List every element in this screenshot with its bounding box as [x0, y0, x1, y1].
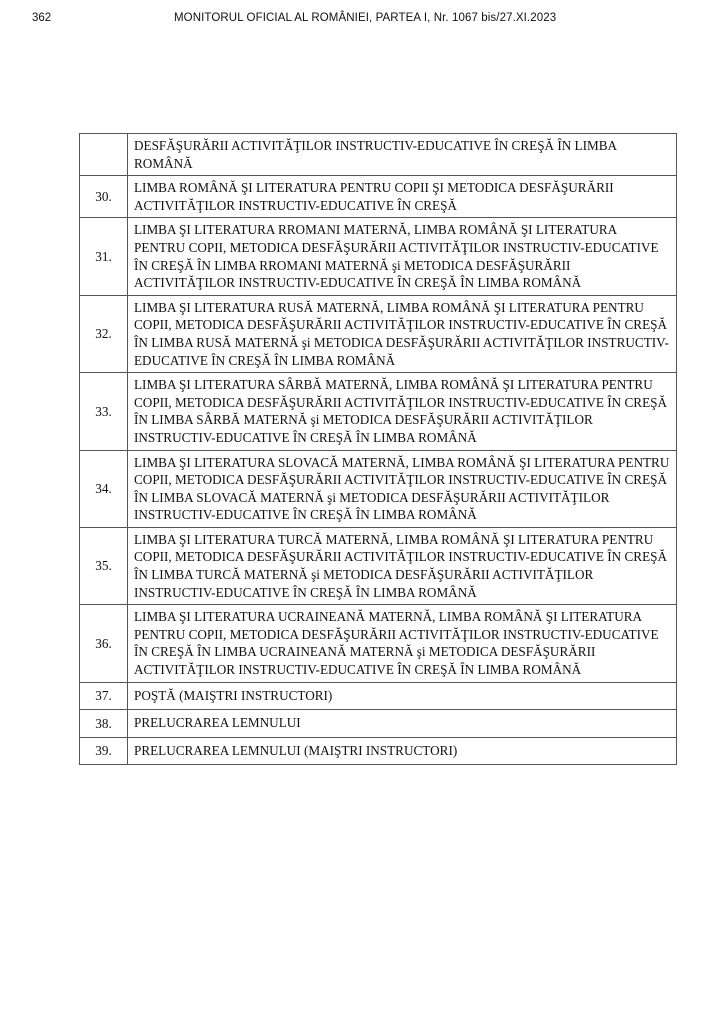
row-number: 35. — [80, 527, 128, 604]
table-row — [80, 450, 677, 527]
row-text: POŞTĂ (MAIŞTRI INSTRUCTORI) — [128, 682, 677, 710]
page-number: 362 — [32, 12, 52, 24]
table-row — [80, 527, 677, 604]
table-row — [80, 605, 677, 682]
row-number: 36. — [80, 605, 128, 682]
row-text: LIMBA ŞI LITERATURA SÂRBĂ MATERNĂ, LIMBA ROMÂNĂ ŞI LITERATURA PENTRU COPII, METODICA DESFĂŞURĂRII ACTIVITĂŢILOR INSTRUCTIV-EDUCATIVE ÎN CREŞĂ ÎN LIMBA SÂRBĂ MATERNĂ şi METODICA DESFĂŞURĂRII ACTIVITĂŢILOR INSTRUCTIV-EDUCATIVE ÎN CREŞĂ ÎN LIMBA ROMÂNĂ — [128, 373, 677, 450]
table-row — [80, 134, 677, 176]
specialization-table — [79, 133, 677, 765]
row-text: LIMBA ŞI LITERATURA TURCĂ MATERNĂ, LIMBA ROMÂNĂ ŞI LITERATURA PENTRU COPII, METODICA DESFĂŞURĂRII ACTIVITĂŢILOR INSTRUCTIV-EDUCATIVE ÎN CREŞĂ ÎN LIMBA TURCĂ MATERNĂ şi METODICA DESFĂŞURĂRII ACTIVITĂŢILOR INSTRUCTIV-EDUCATIVE ÎN CREŞĂ ÎN LIMBA ROMÂNĂ — [128, 527, 677, 604]
table-row — [80, 710, 677, 738]
row-text: LIMBA ŞI LITERATURA SLOVACĂ MATERNĂ, LIMBA ROMÂNĂ ŞI LITERATURA PENTRU COPII, METODICA DESFĂŞURĂRII ACTIVITĂŢILOR INSTRUCTIV-EDUCATIVE ÎN CREŞĂ ÎN LIMBA SLOVACĂ MATERNĂ şi METODICA DESFĂŞURĂRII ACTIVITĂŢILOR INSTRUCTIV-EDUCATIVE ÎN CREŞĂ ÎN LIMBA ROMÂNĂ — [128, 450, 677, 527]
row-text: PRELUCRAREA LEMNULUI (MAIŞTRI INSTRUCTORI) — [128, 737, 677, 765]
page-header — [0, 12, 724, 28]
table-row — [80, 218, 677, 295]
row-number: 34. — [80, 450, 128, 527]
row-number: 39. — [80, 737, 128, 765]
table-row — [80, 295, 677, 372]
row-number: 31. — [80, 218, 128, 295]
row-text: LIMBA ŞI LITERATURA UCRAINEANĂ MATERNĂ, LIMBA ROMÂNĂ ŞI LITERATURA PENTRU COPII, METODICA DESFĂŞURĂRII ACTIVITĂŢILOR INSTRUCTIV-EDUCATIVE ÎN CREŞĂ ÎN LIMBA UCRAINEANĂ MATERNĂ şi METODICA DESFĂŞURĂRII ACTIVITĂŢILOR INSTRUCTIV-EDUCATIVE ÎN CREŞĂ ÎN LIMBA ROMÂNĂ — [128, 605, 677, 682]
row-number — [80, 134, 128, 176]
row-text: PRELUCRAREA LEMNULUI — [128, 710, 677, 738]
gazette-title: MONITORUL OFICIAL AL ROMÂNIEI, PARTEA I, Nr. 1067 bis/27.XI.2023 — [174, 12, 557, 24]
row-number: 30. — [80, 176, 128, 218]
row-text: LIMBA ŞI LITERATURA RUSĂ MATERNĂ, LIMBA ROMÂNĂ ŞI LITERATURA PENTRU COPII, METODICA DESFĂŞURĂRII ACTIVITĂŢILOR INSTRUCTIV-EDUCATIVE ÎN CREŞĂ ÎN LIMBA RUSĂ MATERNĂ şi METODICA DESFĂŞURĂRII ACTIVITĂŢILOR INSTRUCTIV-EDUCATIVE ÎN CREŞĂ ÎN LIMBA ROMÂNĂ — [128, 295, 677, 372]
row-number: 37. — [80, 682, 128, 710]
row-text: LIMBA ROMÂNĂ ŞI LITERATURA PENTRU COPII ŞI METODICA DESFĂŞURĂRII ACTIVITĂŢILOR INSTRUCTIV-EDUCATIVE ÎN CREŞĂ — [128, 176, 677, 218]
row-text: DESFĂŞURĂRII ACTIVITĂŢILOR INSTRUCTIV-EDUCATIVE ÎN CREŞĂ ÎN LIMBA ROMÂNĂ — [128, 134, 677, 176]
row-number: 38. — [80, 710, 128, 738]
table-row — [80, 176, 677, 218]
table-row — [80, 682, 677, 710]
row-number: 32. — [80, 295, 128, 372]
row-number: 33. — [80, 373, 128, 450]
row-text: LIMBA ŞI LITERATURA RROMANI MATERNĂ, LIMBA ROMÂNĂ ŞI LITERATURA PENTRU COPII, METODICA DESFĂŞURĂRII ACTIVITĂŢILOR INSTRUCTIV-EDUCATIVE ÎN CREŞĂ ÎN LIMBA RROMANI MATERNĂ şi METODICA DESFĂŞURĂRII ACTIVITĂŢILOR INSTRUCTIV-EDUCATIVE ÎN CREŞĂ ÎN LIMBA ROMÂNĂ — [128, 218, 677, 295]
table-row — [80, 737, 677, 765]
table-row — [80, 373, 677, 450]
